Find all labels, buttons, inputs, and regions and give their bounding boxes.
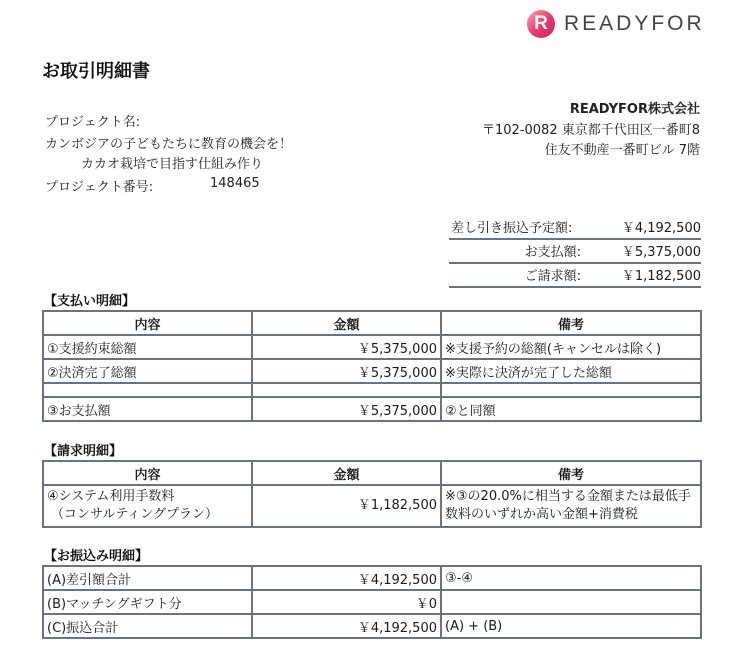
table-cell: ￥5,375,000 xyxy=(252,335,441,359)
column-header: 備考 xyxy=(441,461,701,485)
company-name: READYFOR株式会社 xyxy=(569,102,700,117)
table-cell: ￥0 xyxy=(252,590,441,614)
project-name-line2: カカオ栽培で目指す仕組み作り xyxy=(81,157,264,172)
column-header: 金額 xyxy=(252,461,441,485)
table-cell: ※実際に決済が完了した総額 xyxy=(441,359,701,383)
table-cell xyxy=(43,383,252,397)
transfer-heading: 【お振込み明細】 xyxy=(44,549,149,564)
billing-table xyxy=(42,460,702,528)
table-cell: ￥4,192,500 xyxy=(252,566,441,590)
project-name-line1: カンボジアの子どもたちに教育の機会を！ xyxy=(45,137,293,152)
table-cell: ※支援予約の総額(キャンセルは除く) xyxy=(441,335,701,359)
brand-name: READYFOR xyxy=(564,12,705,35)
table-cell: (C)振込合計 xyxy=(43,614,252,638)
table-row xyxy=(43,335,701,359)
summary-payment-row: お支払額: ￥5,375,000 xyxy=(449,240,701,264)
summary-billing-row: ご請求額: ￥1,182,500 xyxy=(449,264,701,288)
brand-logo xyxy=(527,9,705,39)
billing-heading: 【請求明細】 xyxy=(44,444,123,459)
project-name-label: プロジェクト名: xyxy=(45,115,141,130)
column-header: 金額 xyxy=(252,311,441,335)
table-cell: (A)差引額合計 xyxy=(43,566,252,590)
table-header-row xyxy=(43,461,701,485)
table-row-spacer xyxy=(43,383,701,397)
table-cell xyxy=(252,383,441,397)
company-address2: 住友不動産一番町ビル 7階 xyxy=(544,143,700,158)
transfer-table xyxy=(42,565,702,639)
column-header: 内容 xyxy=(43,311,252,335)
table-row xyxy=(43,359,701,383)
table-cell: ￥5,375,000 xyxy=(252,397,441,421)
summary-block xyxy=(449,216,701,288)
brand-mark-icon: R xyxy=(527,10,555,38)
table-row xyxy=(43,566,701,590)
table-cell: (B)マッチングギフト分 xyxy=(43,590,252,614)
table-row xyxy=(43,485,701,527)
table-cell: ②と同額 xyxy=(441,397,701,421)
project-number-label: プロジェクト番号: xyxy=(45,180,154,195)
table-cell xyxy=(441,590,701,614)
table-cell: ②決済完了総額 xyxy=(43,359,252,383)
column-header: 備考 xyxy=(441,311,701,335)
project-number-value: 148465 xyxy=(210,176,260,191)
table-row xyxy=(43,397,701,421)
table-cell: ￥4,192,500 xyxy=(252,614,441,638)
table-cell: ￥1,182,500 xyxy=(252,485,441,527)
table-cell: ③お支払額 xyxy=(43,397,252,421)
payment-heading: 【支払い明細】 xyxy=(44,294,136,309)
table-cell: ①支援約束総額 xyxy=(43,335,252,359)
page-title: お取引明細書 xyxy=(42,61,150,82)
company-address1: 〒102-0082 東京都千代田区一番町8 xyxy=(482,123,700,138)
table-cell: (A) + (B) xyxy=(441,614,701,638)
table-cell: ￥5,375,000 xyxy=(252,359,441,383)
table-cell: ③-④ xyxy=(441,566,701,590)
payment-table xyxy=(42,310,702,422)
table-header-row xyxy=(43,311,701,335)
table-cell xyxy=(441,383,701,397)
table-cell: ④システム利用手数料 （コンサルティングプラン） xyxy=(43,485,252,527)
table-row xyxy=(43,614,701,638)
column-header: 内容 xyxy=(43,461,252,485)
table-cell: ※③の20.0%に相当する金額または最低手 数料のいずれか高い金額+消費税 xyxy=(441,485,701,527)
table-row xyxy=(43,590,701,614)
summary-transfer-row: 差し引き振込予定額: ￥4,192,500 xyxy=(449,216,701,240)
